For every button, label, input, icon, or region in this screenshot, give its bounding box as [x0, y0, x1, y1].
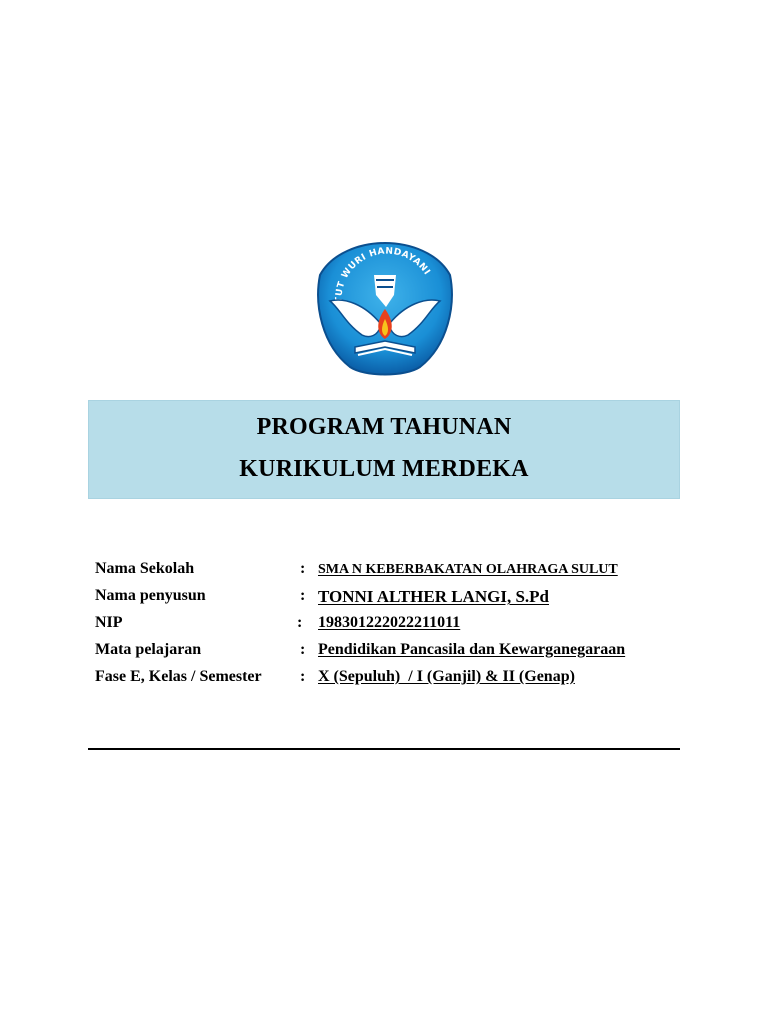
info-row-subject — [95, 641, 695, 668]
info-label: Fase E, Kelas / Semester — [95, 668, 262, 685]
tut-wuri-handayani-logo — [310, 235, 460, 380]
info-colon: : — [300, 560, 306, 577]
document-title: PROGRAM TAHUNAN — [256, 414, 512, 440]
info-label: Nama penyusun — [95, 587, 206, 604]
info-label: Nama Sekolah — [95, 560, 195, 577]
info-row-phase — [95, 668, 695, 695]
identity-table — [95, 560, 695, 695]
document-subtitle: KURIKULUM MERDEKA — [239, 456, 529, 482]
title-banner — [88, 400, 680, 499]
info-colon: : — [300, 641, 306, 658]
info-label: NIP — [95, 614, 123, 631]
info-value: SMA N KEBERBAKATAN OLAHRAGA SULUT — [318, 562, 618, 577]
svg-text:TUT WURI HANDAYANI: UT WURI HANDAYANI — [334, 246, 432, 297]
info-row-author — [95, 587, 695, 614]
info-value: 198301222022211011 — [318, 614, 461, 631]
divider — [88, 748, 680, 750]
info-colon: : — [297, 614, 303, 631]
info-colon: : — [300, 668, 306, 685]
info-row-school — [95, 560, 695, 587]
info-label: Mata pelajaran — [95, 641, 202, 658]
info-value: Pendidikan Pancasila dan Kewarganegaraan — [318, 641, 626, 658]
info-row-nip — [95, 614, 695, 641]
info-value: TONNI ALTHER LANGI, S.Pd — [318, 587, 549, 606]
logo-emblem-icon — [310, 235, 460, 380]
info-value: X (Sepuluh) / I (Ganjil) & II (Genap) — [318, 668, 575, 685]
info-colon: : — [300, 587, 306, 604]
